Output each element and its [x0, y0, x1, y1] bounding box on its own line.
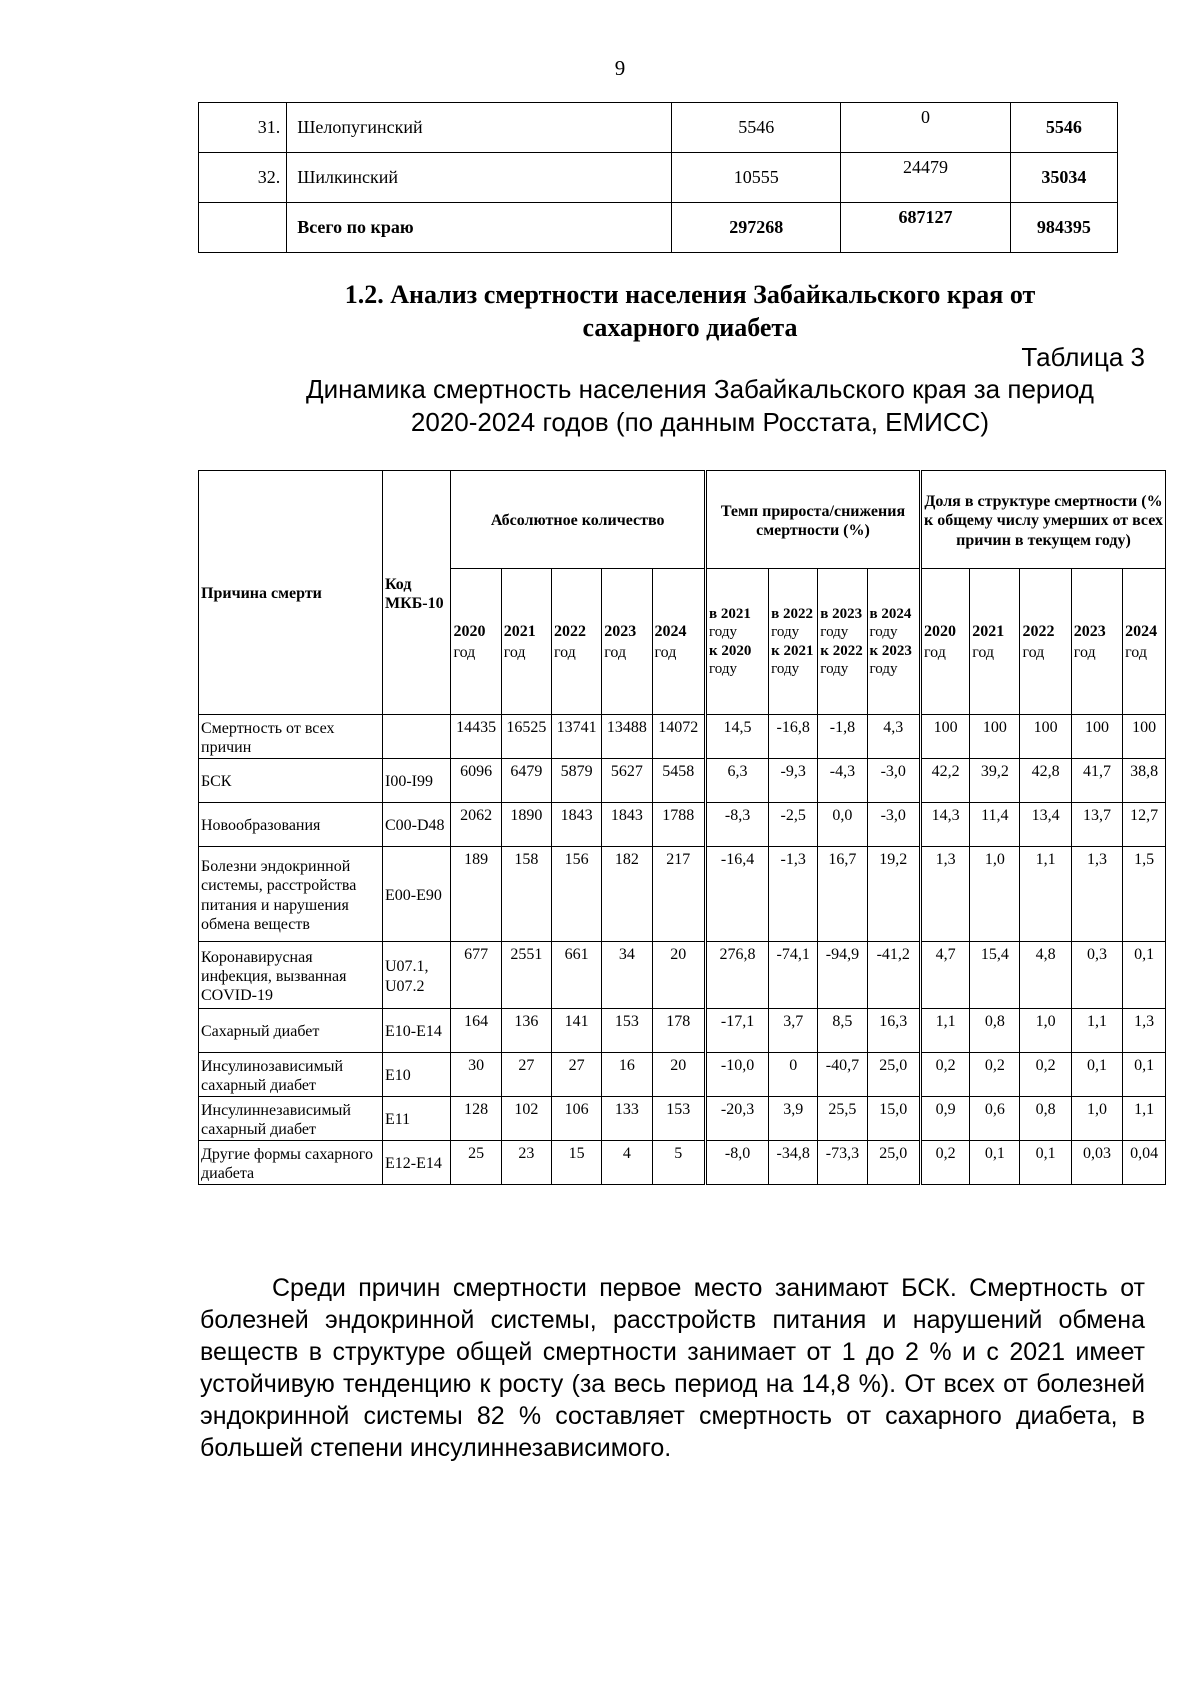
header-abs-year — [652, 569, 705, 715]
share-value: 100 — [970, 715, 1020, 759]
absolute-value: 2551 — [501, 942, 551, 1009]
table-row — [199, 203, 1118, 253]
table-row — [199, 942, 1166, 1009]
district-name: Шелопугинский — [287, 103, 672, 153]
absolute-value: 133 — [602, 1097, 652, 1141]
share-value: 0,1 — [1071, 1053, 1122, 1097]
year-value: 2024 — [1125, 623, 1158, 641]
rate-value: -94,9 — [818, 942, 867, 1009]
cause-cell: Инсулинозависимый сахарный диабет — [199, 1053, 383, 1097]
year-unit: год — [654, 644, 677, 661]
absolute-value: 30 — [451, 1053, 501, 1097]
rate-value: -17,1 — [705, 1009, 768, 1053]
share-value: 1,3 — [1071, 847, 1122, 942]
rate-value: -3,0 — [867, 759, 920, 803]
rate-value: 14,5 — [705, 715, 768, 759]
cause-cell: Инсулиннезависимый сахарный диабет — [199, 1097, 383, 1141]
table-caption: Динамика смертность населения Забайкальского края за период 2020-2024 годов (по данным Росстата, ЕМИСС) — [306, 374, 1094, 437]
rate-value: 4,3 — [867, 715, 920, 759]
code-cell: С00-D48 — [382, 803, 450, 847]
share-value: 4,8 — [1020, 942, 1071, 1009]
share-value: 4,7 — [920, 942, 969, 1009]
table-row — [199, 1097, 1166, 1141]
absolute-value: 182 — [602, 847, 652, 942]
absolute-value: 178 — [652, 1009, 705, 1053]
absolute-value: 156 — [551, 847, 601, 942]
rate-value: -8,0 — [705, 1141, 768, 1185]
value-a: 10555 — [672, 153, 841, 203]
rate-value: -1,8 — [818, 715, 867, 759]
rate-period-part: году — [820, 660, 849, 677]
rate-value: 8,5 — [818, 1009, 867, 1053]
rate-value: -20,3 — [705, 1097, 768, 1141]
absolute-value: 136 — [501, 1009, 551, 1053]
code-cell: E10-E14 — [382, 1009, 450, 1053]
year-value: 2024 — [654, 623, 687, 641]
absolute-value: 5627 — [602, 759, 652, 803]
absolute-value: 27 — [551, 1053, 601, 1097]
year-value: 2022 — [1022, 623, 1055, 641]
rate-period-part: году — [869, 624, 898, 641]
header-share: Доля в структуре смертности (% к общему числу умерших от всех причин в текущем году) — [920, 471, 1165, 569]
rate-period-part: в 2021 — [708, 605, 751, 622]
share-value: 0,2 — [1020, 1053, 1071, 1097]
share-value: 0,04 — [1123, 1141, 1166, 1185]
value-b: 0 — [841, 103, 1010, 153]
share-value: 13,7 — [1071, 803, 1122, 847]
header-share-year — [970, 569, 1020, 715]
absolute-value: 661 — [551, 942, 601, 1009]
share-value: 1,0 — [1020, 1009, 1071, 1053]
share-value: 1,0 — [1071, 1097, 1122, 1141]
share-value: 1,1 — [1071, 1009, 1122, 1053]
absolute-value: 25 — [451, 1141, 501, 1185]
mortality-table — [198, 470, 1166, 1185]
absolute-value: 1788 — [652, 803, 705, 847]
rate-period-part: году — [869, 660, 898, 677]
table-row — [199, 1053, 1166, 1097]
rate-value: -3,0 — [867, 803, 920, 847]
share-value: 39,2 — [970, 759, 1020, 803]
rate-value: 3,9 — [769, 1097, 818, 1141]
rate-value: -34,8 — [769, 1141, 818, 1185]
value-b: 687127 — [841, 203, 1010, 253]
absolute-value: 102 — [501, 1097, 551, 1141]
absolute-value: 13741 — [551, 715, 601, 759]
year-unit: год — [553, 644, 576, 661]
header-cause: Причина смерти — [199, 471, 383, 715]
absolute-value: 23 — [501, 1141, 551, 1185]
table-row — [199, 1141, 1166, 1185]
absolute-value: 20 — [652, 942, 705, 1009]
absolute-value: 1843 — [602, 803, 652, 847]
absolute-value: 128 — [451, 1097, 501, 1141]
absolute-value: 27 — [501, 1053, 551, 1097]
rate-value: 16,7 — [818, 847, 867, 942]
rate-value: 276,8 — [705, 942, 768, 1009]
table-row — [199, 153, 1118, 203]
share-value: 0,1 — [1123, 1053, 1166, 1097]
value-a: 5546 — [672, 103, 841, 153]
rate-value: -41,2 — [867, 942, 920, 1009]
share-value: 1,3 — [1123, 1009, 1166, 1053]
share-value: 15,4 — [970, 942, 1020, 1009]
share-value: 0,9 — [920, 1097, 969, 1141]
share-value: 1,5 — [1123, 847, 1166, 942]
table-label: Таблица 3 — [1021, 342, 1145, 372]
year-unit: год — [1022, 644, 1045, 661]
share-value: 0,6 — [970, 1097, 1020, 1141]
value-total: 5546 — [1010, 103, 1117, 153]
value-total: 35034 — [1010, 153, 1117, 203]
absolute-value: 1890 — [501, 803, 551, 847]
absolute-value: 153 — [602, 1009, 652, 1053]
header-rate-period — [705, 569, 768, 715]
share-value: 100 — [920, 715, 969, 759]
rate-value: -10,0 — [705, 1053, 768, 1097]
absolute-value: 16525 — [501, 715, 551, 759]
rate-period-part: году — [708, 660, 737, 677]
year-unit: год — [1125, 644, 1147, 661]
table-row — [199, 103, 1118, 153]
cause-cell: БСК — [199, 759, 383, 803]
header-abs-year — [451, 569, 501, 715]
header-share-year — [1020, 569, 1071, 715]
rate-value: -1,3 — [769, 847, 818, 942]
share-value: 0,2 — [970, 1053, 1020, 1097]
rate-period-part: к 2023 — [869, 642, 912, 659]
rate-value: 25,0 — [867, 1141, 920, 1185]
share-value: 100 — [1071, 715, 1122, 759]
rate-period-part: к 2021 — [771, 642, 814, 659]
share-value: 1,1 — [920, 1009, 969, 1053]
section-heading: 1.2. Анализ смертности населения Забайкальского края от сахарного диабета — [344, 280, 1036, 342]
year-value: 2020 — [453, 623, 486, 641]
share-value: 1,1 — [1123, 1097, 1166, 1141]
cause-cell: Болезни эндокринной системы, расстройства питания и нарушения обмена веществ — [199, 847, 383, 942]
code-cell: E10 — [382, 1053, 450, 1097]
absolute-value: 164 — [451, 1009, 501, 1053]
cause-cell: Сахарный диабет — [199, 1009, 383, 1053]
absolute-value: 13488 — [602, 715, 652, 759]
rate-value: -4,3 — [818, 759, 867, 803]
rate-period-part: в 2022 — [771, 605, 813, 622]
rate-value: 15,0 — [867, 1097, 920, 1141]
district-name: Шилкинский — [287, 153, 672, 203]
value-a: 297268 — [672, 203, 841, 253]
share-value: 0,1 — [1020, 1141, 1071, 1185]
rate-period-part: году — [820, 624, 849, 641]
header-rate-period — [769, 569, 818, 715]
absolute-value: 153 — [652, 1097, 705, 1141]
absolute-value: 6479 — [501, 759, 551, 803]
absolute-value: 2062 — [451, 803, 501, 847]
share-value: 14,3 — [920, 803, 969, 847]
absolute-value: 141 — [551, 1009, 601, 1053]
share-value: 42,8 — [1020, 759, 1071, 803]
header-abs-year — [551, 569, 601, 715]
year-unit: год — [923, 644, 946, 661]
share-value: 0,3 — [1071, 942, 1122, 1009]
share-value: 0,1 — [1123, 942, 1166, 1009]
share-value: 13,4 — [1020, 803, 1071, 847]
absolute-value: 677 — [451, 942, 501, 1009]
absolute-value: 15 — [551, 1141, 601, 1185]
year-value: 2023 — [604, 623, 637, 641]
rate-value: 0 — [769, 1053, 818, 1097]
share-value: 0,2 — [920, 1053, 969, 1097]
cause-cell: Смертность от всех причин — [199, 715, 383, 759]
table-row — [199, 847, 1166, 942]
share-value: 100 — [1020, 715, 1071, 759]
share-value: 0,03 — [1071, 1141, 1122, 1185]
rate-value: -40,7 — [818, 1053, 867, 1097]
rate-period-part: к 2022 — [820, 642, 863, 659]
table-row — [199, 759, 1166, 803]
share-value: 0,8 — [970, 1009, 1020, 1053]
rate-period-part: году — [708, 624, 737, 641]
header-abs-year — [602, 569, 652, 715]
share-value: 42,2 — [920, 759, 969, 803]
absolute-value: 4 — [602, 1141, 652, 1185]
share-value: 0,2 — [920, 1141, 969, 1185]
rate-period-part: году — [771, 660, 800, 677]
absolute-value: 5879 — [551, 759, 601, 803]
table-row — [199, 715, 1166, 759]
rate-period-part: к 2020 — [708, 642, 752, 659]
absolute-value: 34 — [602, 942, 652, 1009]
year-value: 2020 — [923, 623, 956, 641]
year-value: 2021 — [503, 623, 536, 641]
cause-cell: Коронавирусная инфекция, вызванная COVID-19 — [199, 942, 383, 1009]
header-rate-period — [818, 569, 867, 715]
year-unit: год — [1073, 644, 1096, 661]
year-value: 2021 — [972, 623, 1005, 641]
rate-value: 16,3 — [867, 1009, 920, 1053]
rate-value: 19,2 — [867, 847, 920, 942]
rate-period-part: в 2024 — [869, 605, 912, 622]
cause-cell: Новообразования — [199, 803, 383, 847]
header-share-year — [1071, 569, 1122, 715]
header-rate: Темп прироста/снижения смертности (%) — [705, 471, 920, 569]
share-value: 1,1 — [1020, 847, 1071, 942]
absolute-value: 5458 — [652, 759, 705, 803]
header-code: Код МКБ-10 — [382, 471, 450, 715]
code-cell: E11 — [382, 1097, 450, 1141]
district-summary-table — [198, 102, 1118, 253]
analysis-paragraph: Среди причин смертности первое место занимают БСК. Смертность от болезней эндокринной системы, расстройств питания и нарушений обмена веществ в структуре общей смертности занимает от 1 до 2 % и с 2021 имеет устойчивую тенденцию к росту (за весь период на 14,8 %). От всех от болезней эндокринной системы 82 % составляет смертность от сахарного диабета, в большей степени инсулиннезависимого. — [200, 1274, 1145, 1462]
rate-value: -9,3 — [769, 759, 818, 803]
rate-value: -73,3 — [818, 1141, 867, 1185]
code-cell: I00-I99 — [382, 759, 450, 803]
rate-value: 0,0 — [818, 803, 867, 847]
year-unit: год — [972, 644, 995, 661]
value-total: 984395 — [1010, 203, 1117, 253]
absolute-value: 217 — [652, 847, 705, 942]
share-value: 38,8 — [1123, 759, 1166, 803]
row-number — [199, 203, 287, 253]
absolute-value: 5 — [652, 1141, 705, 1185]
value-b: 24479 — [841, 153, 1010, 203]
rate-value: -2,5 — [769, 803, 818, 847]
share-value: 100 — [1123, 715, 1166, 759]
absolute-value: 14435 — [451, 715, 501, 759]
header-absolute: Абсолютное количество — [451, 471, 706, 569]
page-number: 9 — [614, 56, 626, 80]
year-value: 2022 — [553, 623, 586, 641]
year-unit: год — [503, 644, 526, 661]
absolute-value: 6096 — [451, 759, 501, 803]
share-value: 1,3 — [920, 847, 969, 942]
absolute-value: 20 — [652, 1053, 705, 1097]
year-value: 2023 — [1073, 623, 1106, 641]
absolute-value: 14072 — [652, 715, 705, 759]
share-value: 11,4 — [970, 803, 1020, 847]
table-row — [199, 803, 1166, 847]
year-unit: год — [604, 644, 627, 661]
header-share-year — [1123, 569, 1166, 715]
header-share-year — [920, 569, 969, 715]
code-cell: U07.1, U07.2 — [382, 942, 450, 1009]
code-cell: E00-E90 — [382, 847, 450, 942]
rate-period-part: году — [771, 624, 800, 641]
row-number: 32. — [199, 153, 287, 203]
share-value: 41,7 — [1071, 759, 1122, 803]
cause-cell: Другие формы сахарного диабета — [199, 1141, 383, 1185]
share-value: 0,8 — [1020, 1097, 1071, 1141]
rate-value: -74,1 — [769, 942, 818, 1009]
rate-value: 25,5 — [818, 1097, 867, 1141]
absolute-value: 16 — [602, 1053, 652, 1097]
share-value: 0,1 — [970, 1141, 1020, 1185]
absolute-value: 106 — [551, 1097, 601, 1141]
rate-value: 3,7 — [769, 1009, 818, 1053]
row-number: 31. — [199, 103, 287, 153]
district-name: Всего по краю — [287, 203, 672, 253]
rate-value: -8,3 — [705, 803, 768, 847]
rate-value: -16,4 — [705, 847, 768, 942]
code-cell: E12-E14 — [382, 1141, 450, 1185]
rate-value: -16,8 — [769, 715, 818, 759]
year-unit: год — [453, 644, 476, 661]
table-row — [199, 1009, 1166, 1053]
rate-value: 25,0 — [867, 1053, 920, 1097]
rate-period-part: в 2023 — [820, 605, 863, 622]
rate-value: 6,3 — [705, 759, 768, 803]
header-abs-year — [501, 569, 551, 715]
absolute-value: 189 — [451, 847, 501, 942]
share-value: 12,7 — [1123, 803, 1166, 847]
absolute-value: 1843 — [551, 803, 601, 847]
share-value: 1,0 — [970, 847, 1020, 942]
code-cell — [382, 715, 450, 759]
header-rate-period — [867, 569, 920, 715]
absolute-value: 158 — [501, 847, 551, 942]
